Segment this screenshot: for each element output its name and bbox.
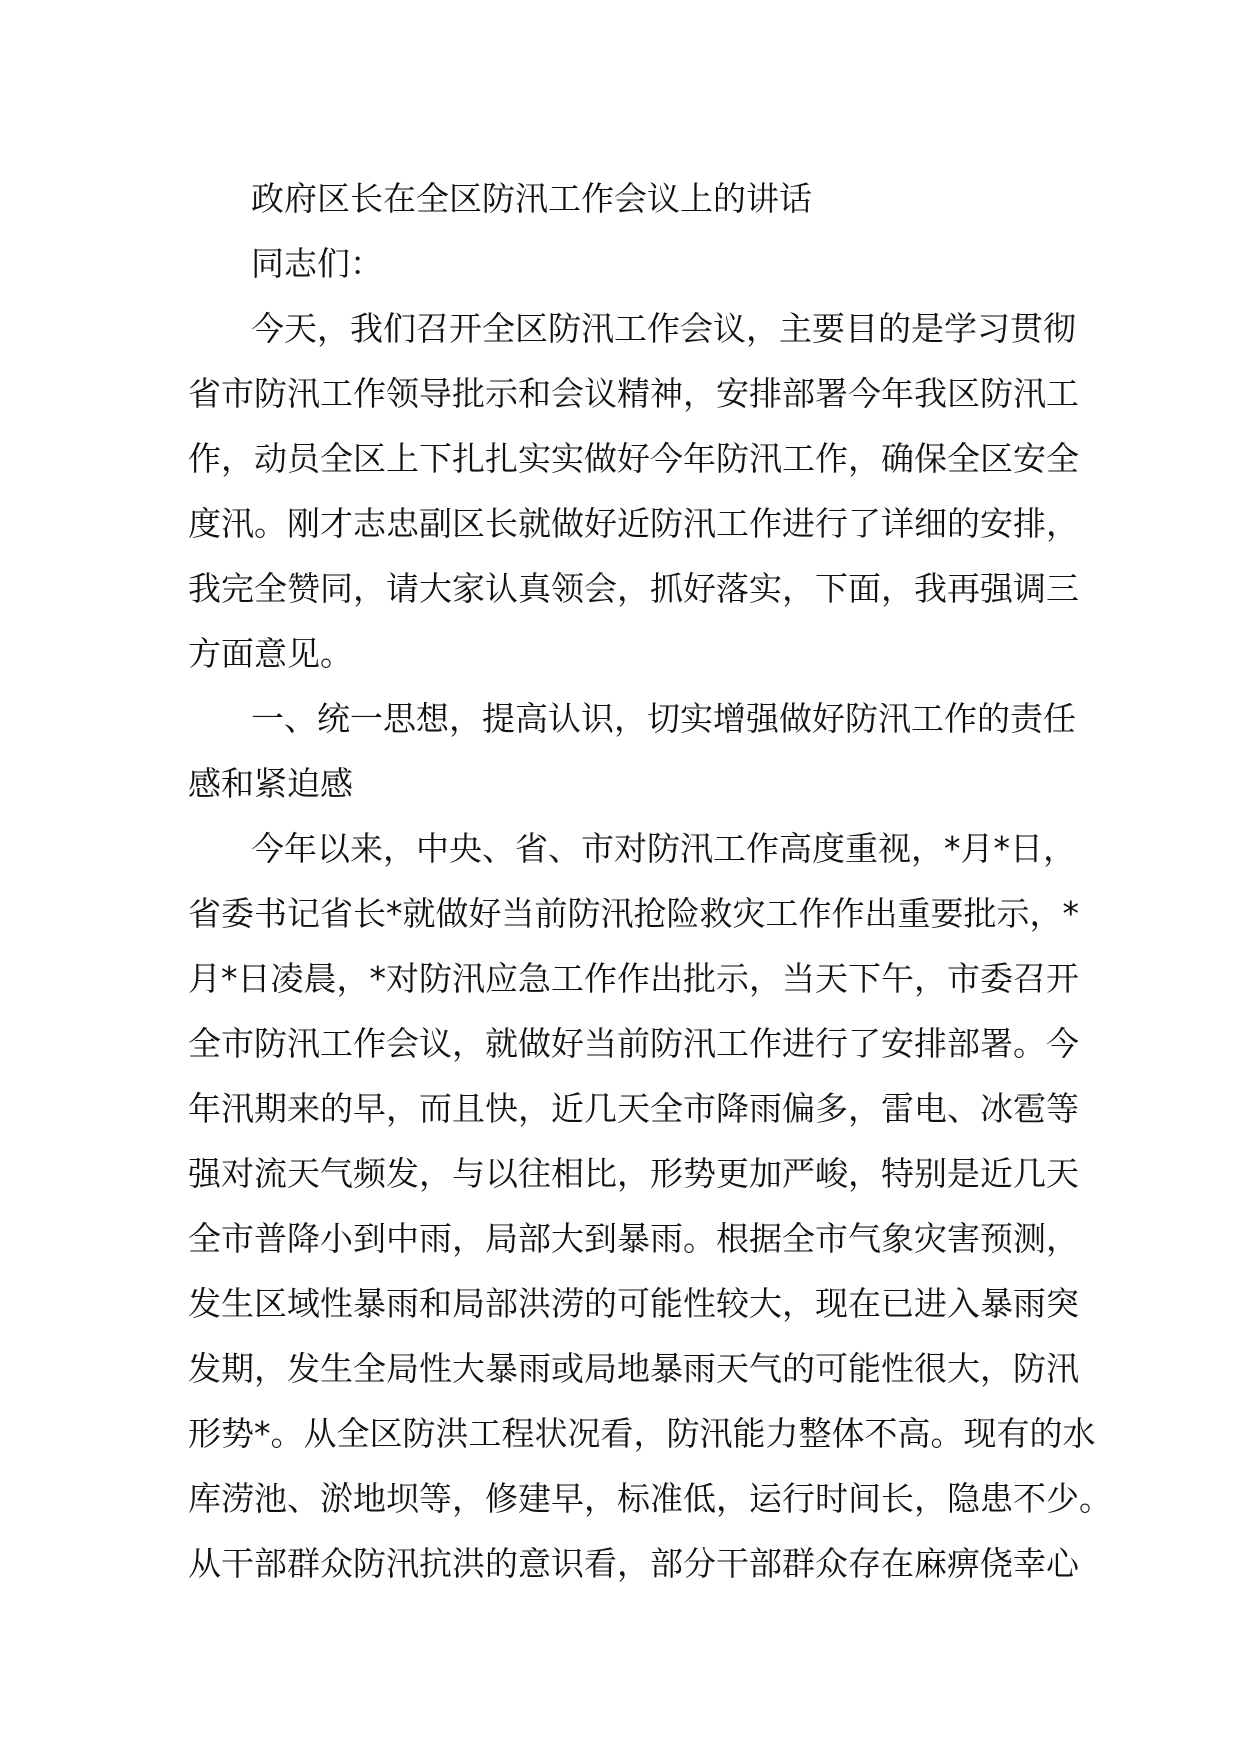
text-line: 全市防汛工作会议，就做好当前防汛工作进行了安排部署。今 bbox=[188, 1024, 1079, 1063]
paragraph-situation bbox=[188, 816, 1112, 1596]
text-line: 库涝池、淤地坝等，修建早，标准低，运行时间长，隐患不少。 bbox=[188, 1479, 1112, 1518]
text-line: 全市普降小到中雨，局部大到暴雨。根据全市气象灾害预测， bbox=[188, 1219, 1079, 1258]
text-line: 方面意见。 bbox=[188, 634, 353, 673]
text-line: 形势*。从全区防洪工程状况看，防汛能力整体不高。现有的水 bbox=[188, 1414, 1096, 1453]
heading-line: 感和紧迫感 bbox=[188, 764, 353, 803]
text-line: 今年以来，中央、省、市对防汛工作高度重视，*月*日， bbox=[251, 829, 1076, 868]
text-line: 发生区域性暴雨和局部洪涝的可能性较大，现在已进入暴雨突 bbox=[188, 1284, 1079, 1323]
text-line: 省市防汛工作领导批示和会议精神，安排部署今年我区防汛工 bbox=[188, 374, 1079, 413]
salutation: 同志们： bbox=[251, 244, 383, 283]
section-heading-1 bbox=[188, 686, 1076, 816]
paragraph-intro bbox=[188, 296, 1079, 686]
text-line: 月*日凌晨，*对防汛应急工作作出批示，当天下午，市委召开 bbox=[188, 959, 1079, 998]
text-line: 发期，发生全局性大暴雨或局地暴雨天气的可能性很大，防汛 bbox=[188, 1349, 1079, 1388]
text-line: 我完全赞同，请大家认真领会，抓好落实，下面，我再强调三 bbox=[188, 569, 1079, 608]
text-line: 省委书记省长*就做好当前防汛抢险救灾工作作出重要批示，* bbox=[188, 894, 1079, 933]
text-line: 从干部群众防汛抗洪的意识看，部分干部群众存在麻痹侥幸心 bbox=[188, 1544, 1079, 1583]
text-line: 今天，我们召开全区防汛工作会议，主要目的是学习贯彻 bbox=[251, 309, 1076, 348]
heading-line: 一、统一思想，提高认识，切实增强做好防汛工作的责任 bbox=[251, 699, 1076, 738]
text-line: 度汛。刚才志忠副区长就做好近防汛工作进行了详细的安排， bbox=[188, 504, 1079, 543]
text-line: 强对流天气频发，与以往相比，形势更加严峻，特别是近几天 bbox=[188, 1154, 1079, 1193]
document-title: 政府区长在全区防汛工作会议上的讲话 bbox=[251, 179, 812, 218]
text-line: 年汛期来的早，而且快，近几天全市降雨偏多，雷电、冰雹等 bbox=[188, 1089, 1079, 1128]
document-body bbox=[188, 166, 1112, 1596]
text-line: 作，动员全区上下扎扎实实做好今年防汛工作，确保全区安全 bbox=[188, 439, 1079, 478]
